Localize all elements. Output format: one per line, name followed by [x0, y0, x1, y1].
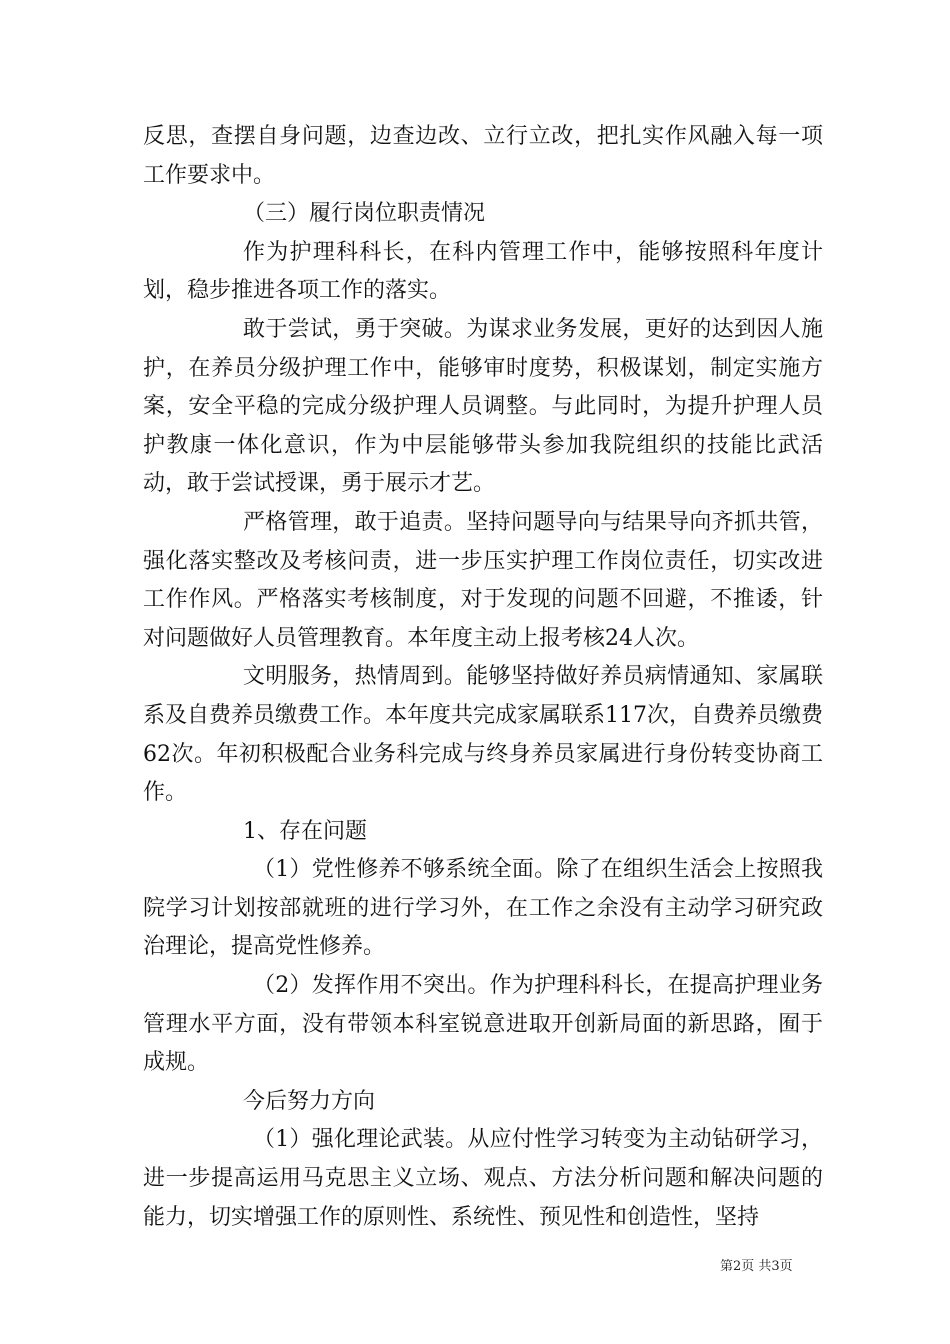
- section-heading-direction: 今后努力方向: [243, 1088, 376, 1114]
- section-heading-duties: （三）履行岗位职责情况: [243, 201, 486, 227]
- paragraph-problem-1: （1）党性修养不够系统全面。除了在组织生活会上按照我院学习计划按部就班的进行学习外，在工作之余没有主动学习研究政治理论，提高党性修养。: [143, 857, 823, 960]
- paragraph-civil-service: 文明服务，热情周到。能够坚持做好养员病情通知、家属联系及自费养员缴费工作。本年度共完成家属联系117次，自费养员缴费62次。年初积极配合业务科完成与终身养员家属进行身份转变协商工作。: [143, 664, 823, 806]
- paragraph-direction-1: （1）强化理论武装。从应付性学习转变为主动钻研学习，进一步提高运用马克思主义立场、观点、方法分析问题和解决问题的能力，切实增强工作的原则性、系统性、预见性和创造性，坚持: [143, 1127, 823, 1230]
- paragraph-dare-to-try: 敢于尝试，勇于突破。为谋求业务发展，更好的达到因人施护，在养员分级护理工作中，能够审时度势，积极谋划，制定实施方案，安全平稳的完成分级护理人员调整。与此同时，为提升护理人员护教康一体化意识，作为中层能够带头参加我院组织的技能比武活动，敢于尝试授课，勇于展示才艺。: [143, 316, 823, 497]
- document-body: [143, 118, 823, 1237]
- section-heading-problems: 1、存在问题: [243, 818, 367, 844]
- paragraph-strict-management: 严格管理，敢于追责。坚持问题导向与结果导向齐抓共管，强化落实整改及考核问责，进一步压实护理工作岗位责任，切实改进工作作风。严格落实考核制度，对于发现的问题不回避，不推诿，针对问题做好人员管理教育。本年度主动上报考核24人次。: [143, 509, 823, 651]
- paragraph-problem-2: （2）发挥作用不突出。作为护理科科长，在提高护理业务管理水平方面，没有带领本科室锐意进取开创新局面的新思路，囿于成规。: [143, 973, 823, 1076]
- paragraph-continuation: 反思，查摆自身问题，边查边改、立行立改，把扎实作风融入每一项工作要求中。: [143, 124, 823, 188]
- paragraph-duties-intro: 作为护理科科长，在科内管理工作中，能够按照科年度计划，稳步推进各项工作的落实。: [143, 239, 823, 304]
- page-number-footer: 第2页 共3页: [720, 1259, 793, 1274]
